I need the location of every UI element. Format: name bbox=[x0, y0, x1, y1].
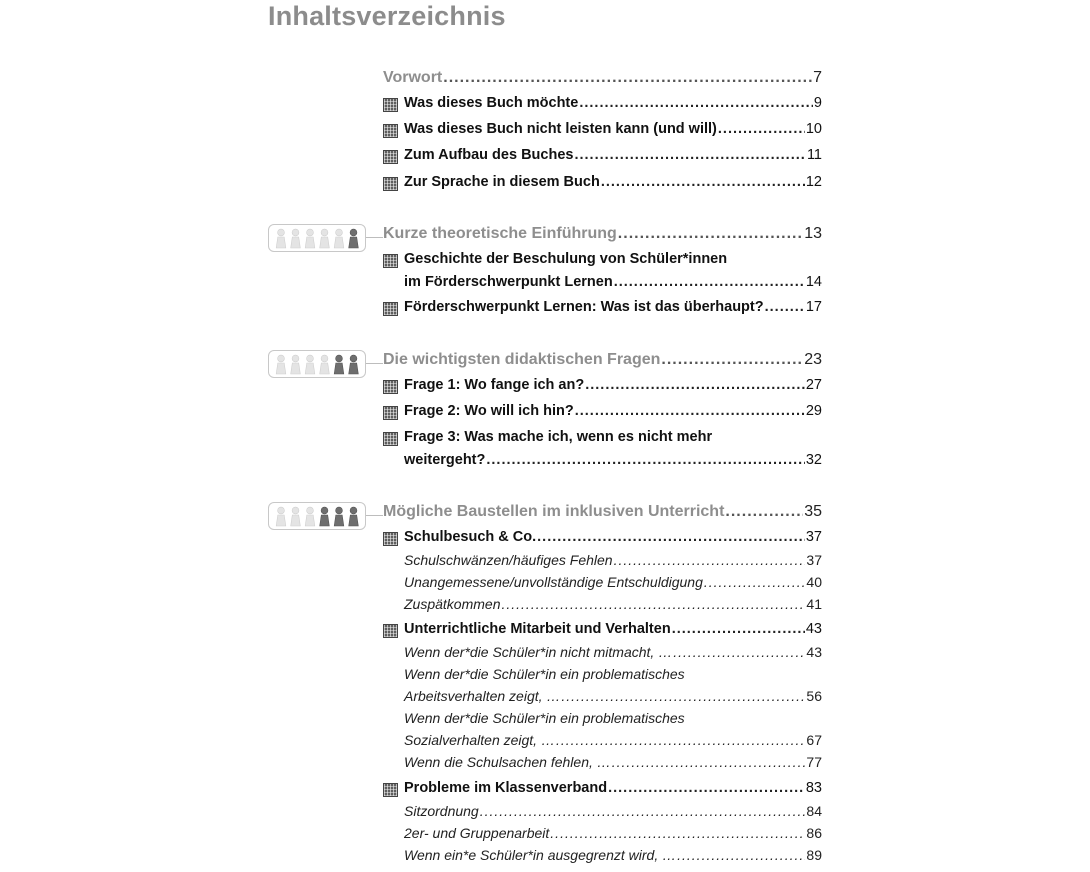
subitem-title: Arbeitsverhalten zeigt, … bbox=[404, 688, 561, 704]
leader-dots bbox=[661, 351, 803, 369]
section-title-line1: Geschichte der Beschulung von Schüler*innen bbox=[404, 251, 728, 267]
leader-dots bbox=[677, 847, 805, 863]
leader-dots bbox=[608, 780, 805, 796]
page-number: 43 bbox=[806, 644, 822, 660]
figure-icon bbox=[305, 355, 315, 374]
subitem-title: Wenn ein*e Schüler*in ausgegrenzt wird, … bbox=[404, 847, 677, 863]
section-icon bbox=[383, 532, 398, 546]
subitem-title-line1: Wenn der*die Schüler*in ein problematisches bbox=[404, 710, 685, 726]
figures-icon bbox=[274, 228, 362, 250]
level-indicator-icon bbox=[268, 502, 366, 530]
subitem-title: 2er- und Gruppenarbeit bbox=[404, 825, 550, 841]
leader-dots bbox=[561, 688, 805, 704]
figure-icon bbox=[291, 507, 301, 526]
subitem-title: Sozialverhalten zeigt, … bbox=[404, 732, 555, 748]
leader-dots bbox=[618, 225, 803, 243]
toc-chapter-vorwort[interactable] bbox=[383, 69, 822, 91]
page-title: Inhaltsverzeichnis bbox=[268, 1, 506, 31]
section-icon bbox=[383, 624, 398, 638]
figure-icon bbox=[320, 507, 330, 526]
figure-icon bbox=[291, 229, 301, 248]
leader-dots bbox=[672, 621, 805, 637]
toc-section[interactable] bbox=[404, 780, 822, 802]
page-number: 14 bbox=[805, 274, 822, 290]
section-title: Schulbesuch & Co. bbox=[404, 529, 537, 545]
leader-dots bbox=[765, 299, 805, 315]
toc-subitem[interactable] bbox=[404, 825, 822, 847]
toc-section[interactable] bbox=[404, 299, 822, 321]
section-icon bbox=[383, 302, 398, 316]
page-number: 32 bbox=[805, 452, 822, 468]
page-number: 27 bbox=[805, 377, 822, 393]
figures-icon bbox=[274, 506, 362, 528]
toc-subitem[interactable] bbox=[404, 574, 822, 596]
leader-dots bbox=[556, 732, 805, 748]
toc-subitem[interactable] bbox=[404, 847, 822, 869]
level-indicator-icon bbox=[268, 350, 366, 378]
leader-dots bbox=[614, 274, 805, 290]
toc-section[interactable] bbox=[404, 529, 822, 551]
leader-dots bbox=[704, 574, 806, 590]
page-number: 11 bbox=[806, 147, 822, 163]
section-title: weitergeht? bbox=[404, 452, 486, 468]
toc-section[interactable] bbox=[404, 174, 822, 196]
leader-dots bbox=[585, 377, 805, 393]
subitem-title: Schulschwänzen/häufiges Fehlen bbox=[404, 552, 613, 568]
section-icon bbox=[383, 254, 398, 268]
subitem-title: Wenn der*die Schüler*in nicht mitmacht, … bbox=[404, 644, 673, 660]
figure-icon bbox=[334, 355, 344, 374]
section-icon bbox=[383, 124, 398, 138]
toc-subitem[interactable] bbox=[404, 803, 822, 825]
subitem-title: Sitzordnung bbox=[404, 803, 479, 819]
leader-dots bbox=[575, 403, 805, 419]
toc-section[interactable] bbox=[404, 147, 822, 169]
level-indicator-icon bbox=[268, 224, 366, 252]
leader-dots bbox=[486, 452, 804, 468]
section-icon bbox=[383, 98, 398, 112]
page-number: 84 bbox=[806, 803, 822, 819]
chapter-title: Die wichtigsten didaktischen Fragen bbox=[383, 351, 661, 368]
subitem-title: Unangemessene/unvollständige Entschuldigung bbox=[404, 574, 703, 590]
page-number: 67 bbox=[806, 732, 822, 748]
leader-dots bbox=[579, 95, 813, 111]
figures-icon bbox=[274, 354, 362, 376]
toc-subitem[interactable] bbox=[404, 754, 822, 776]
figure-icon bbox=[320, 355, 330, 374]
leader-dots bbox=[718, 121, 805, 137]
leader-dots bbox=[537, 529, 805, 545]
page-number: 86 bbox=[806, 825, 822, 841]
toc-section[interactable] bbox=[404, 95, 822, 117]
leader-dots bbox=[725, 503, 803, 521]
page-number: 83 bbox=[805, 780, 822, 796]
section-title: Frage 2: Wo will ich hin? bbox=[404, 403, 574, 419]
figure-icon bbox=[320, 229, 330, 248]
toc-section[interactable] bbox=[404, 621, 822, 643]
toc-subitem[interactable] bbox=[404, 732, 822, 754]
section-icon bbox=[383, 150, 398, 164]
section-title: Förderschwerpunkt Lernen: Was ist das überhaupt? bbox=[404, 299, 764, 315]
toc-section[interactable] bbox=[404, 377, 822, 399]
section-title: Probleme im Klassenverband bbox=[404, 780, 608, 796]
leader-dots bbox=[673, 644, 805, 660]
chapter-title: Vorwort bbox=[383, 69, 443, 86]
figure-icon bbox=[291, 355, 301, 374]
section-icon bbox=[383, 406, 398, 420]
page-number: 77 bbox=[806, 754, 822, 770]
toc-subitem[interactable] bbox=[404, 688, 822, 710]
page-number: 43 bbox=[805, 621, 822, 637]
page-number: 37 bbox=[806, 552, 822, 568]
leader-dots bbox=[501, 596, 805, 612]
section-title: Zum Aufbau des Buches bbox=[404, 147, 574, 163]
toc-chapter-baustellen[interactable] bbox=[383, 503, 822, 525]
page-number: 37 bbox=[805, 529, 822, 545]
page-number: 40 bbox=[806, 574, 822, 590]
section-icon bbox=[383, 380, 398, 394]
page-number: 10 bbox=[805, 121, 822, 137]
connector-line bbox=[366, 515, 383, 516]
page-number: 29 bbox=[805, 403, 822, 419]
section-title: Zur Sprache in diesem Buch bbox=[404, 174, 600, 190]
subitem-title-line1: Wenn der*die Schüler*in ein problematisches bbox=[404, 666, 685, 682]
section-icon bbox=[383, 177, 398, 191]
subitem-title: Zuspätkommen bbox=[404, 596, 501, 612]
toc-section[interactable] bbox=[404, 121, 822, 143]
figure-icon bbox=[305, 507, 315, 526]
leader-dots bbox=[550, 825, 805, 841]
chapter-title: Mögliche Baustellen im inklusiven Unterricht bbox=[383, 503, 725, 520]
figure-icon bbox=[349, 229, 359, 248]
page-number: 35 bbox=[804, 503, 822, 520]
page-number: 17 bbox=[805, 299, 822, 315]
subitem-title: Wenn die Schulsachen fehlen, … bbox=[404, 754, 611, 770]
toc-section[interactable] bbox=[404, 452, 822, 474]
chapter-title: Kurze theoretische Einführung bbox=[383, 225, 617, 242]
toc-chapter-einfuehrung[interactable] bbox=[383, 225, 822, 247]
toc-subitem[interactable] bbox=[404, 644, 822, 666]
leader-dots bbox=[601, 174, 805, 190]
figure-icon bbox=[334, 229, 344, 248]
figure-icon bbox=[349, 355, 359, 374]
section-title: Frage 1: Wo fange ich an? bbox=[404, 377, 585, 393]
leader-dots bbox=[480, 803, 806, 819]
page-number: 7 bbox=[813, 69, 822, 86]
page-number: 12 bbox=[805, 174, 822, 190]
section-title: Was dieses Buch nicht leisten kann (und will) bbox=[404, 121, 717, 137]
figure-icon bbox=[276, 355, 286, 374]
section-icon bbox=[383, 783, 398, 797]
figure-icon bbox=[276, 507, 286, 526]
leader-dots bbox=[574, 147, 805, 163]
section-title: Was dieses Buch möchte bbox=[404, 95, 579, 111]
section-title: im Förderschwerpunkt Lernen bbox=[404, 274, 613, 290]
page-number: 13 bbox=[804, 225, 822, 242]
section-title-line1: Frage 3: Was mache ich, wenn es nicht mehr bbox=[404, 429, 713, 445]
section-icon bbox=[383, 432, 398, 446]
connector-line bbox=[366, 363, 383, 364]
toc-section[interactable] bbox=[404, 403, 822, 425]
leader-dots bbox=[614, 552, 806, 568]
leader-dots bbox=[443, 69, 812, 87]
figure-icon bbox=[305, 229, 315, 248]
figure-icon bbox=[276, 229, 286, 248]
page-number: 9 bbox=[813, 95, 822, 111]
page-number: 89 bbox=[806, 847, 822, 863]
section-title: Unterrichtliche Mitarbeit und Verhalten bbox=[404, 621, 671, 637]
connector-line bbox=[366, 237, 383, 238]
toc-section[interactable] bbox=[404, 274, 822, 296]
toc-subitem[interactable] bbox=[404, 552, 822, 574]
figure-icon bbox=[349, 507, 359, 526]
page-number: 23 bbox=[804, 351, 822, 368]
page-number: 41 bbox=[806, 596, 822, 612]
toc-chapter-fragen[interactable] bbox=[383, 351, 822, 373]
leader-dots bbox=[612, 754, 806, 770]
figure-icon bbox=[334, 507, 344, 526]
page-number: 56 bbox=[806, 688, 822, 704]
toc-subitem[interactable] bbox=[404, 596, 822, 618]
